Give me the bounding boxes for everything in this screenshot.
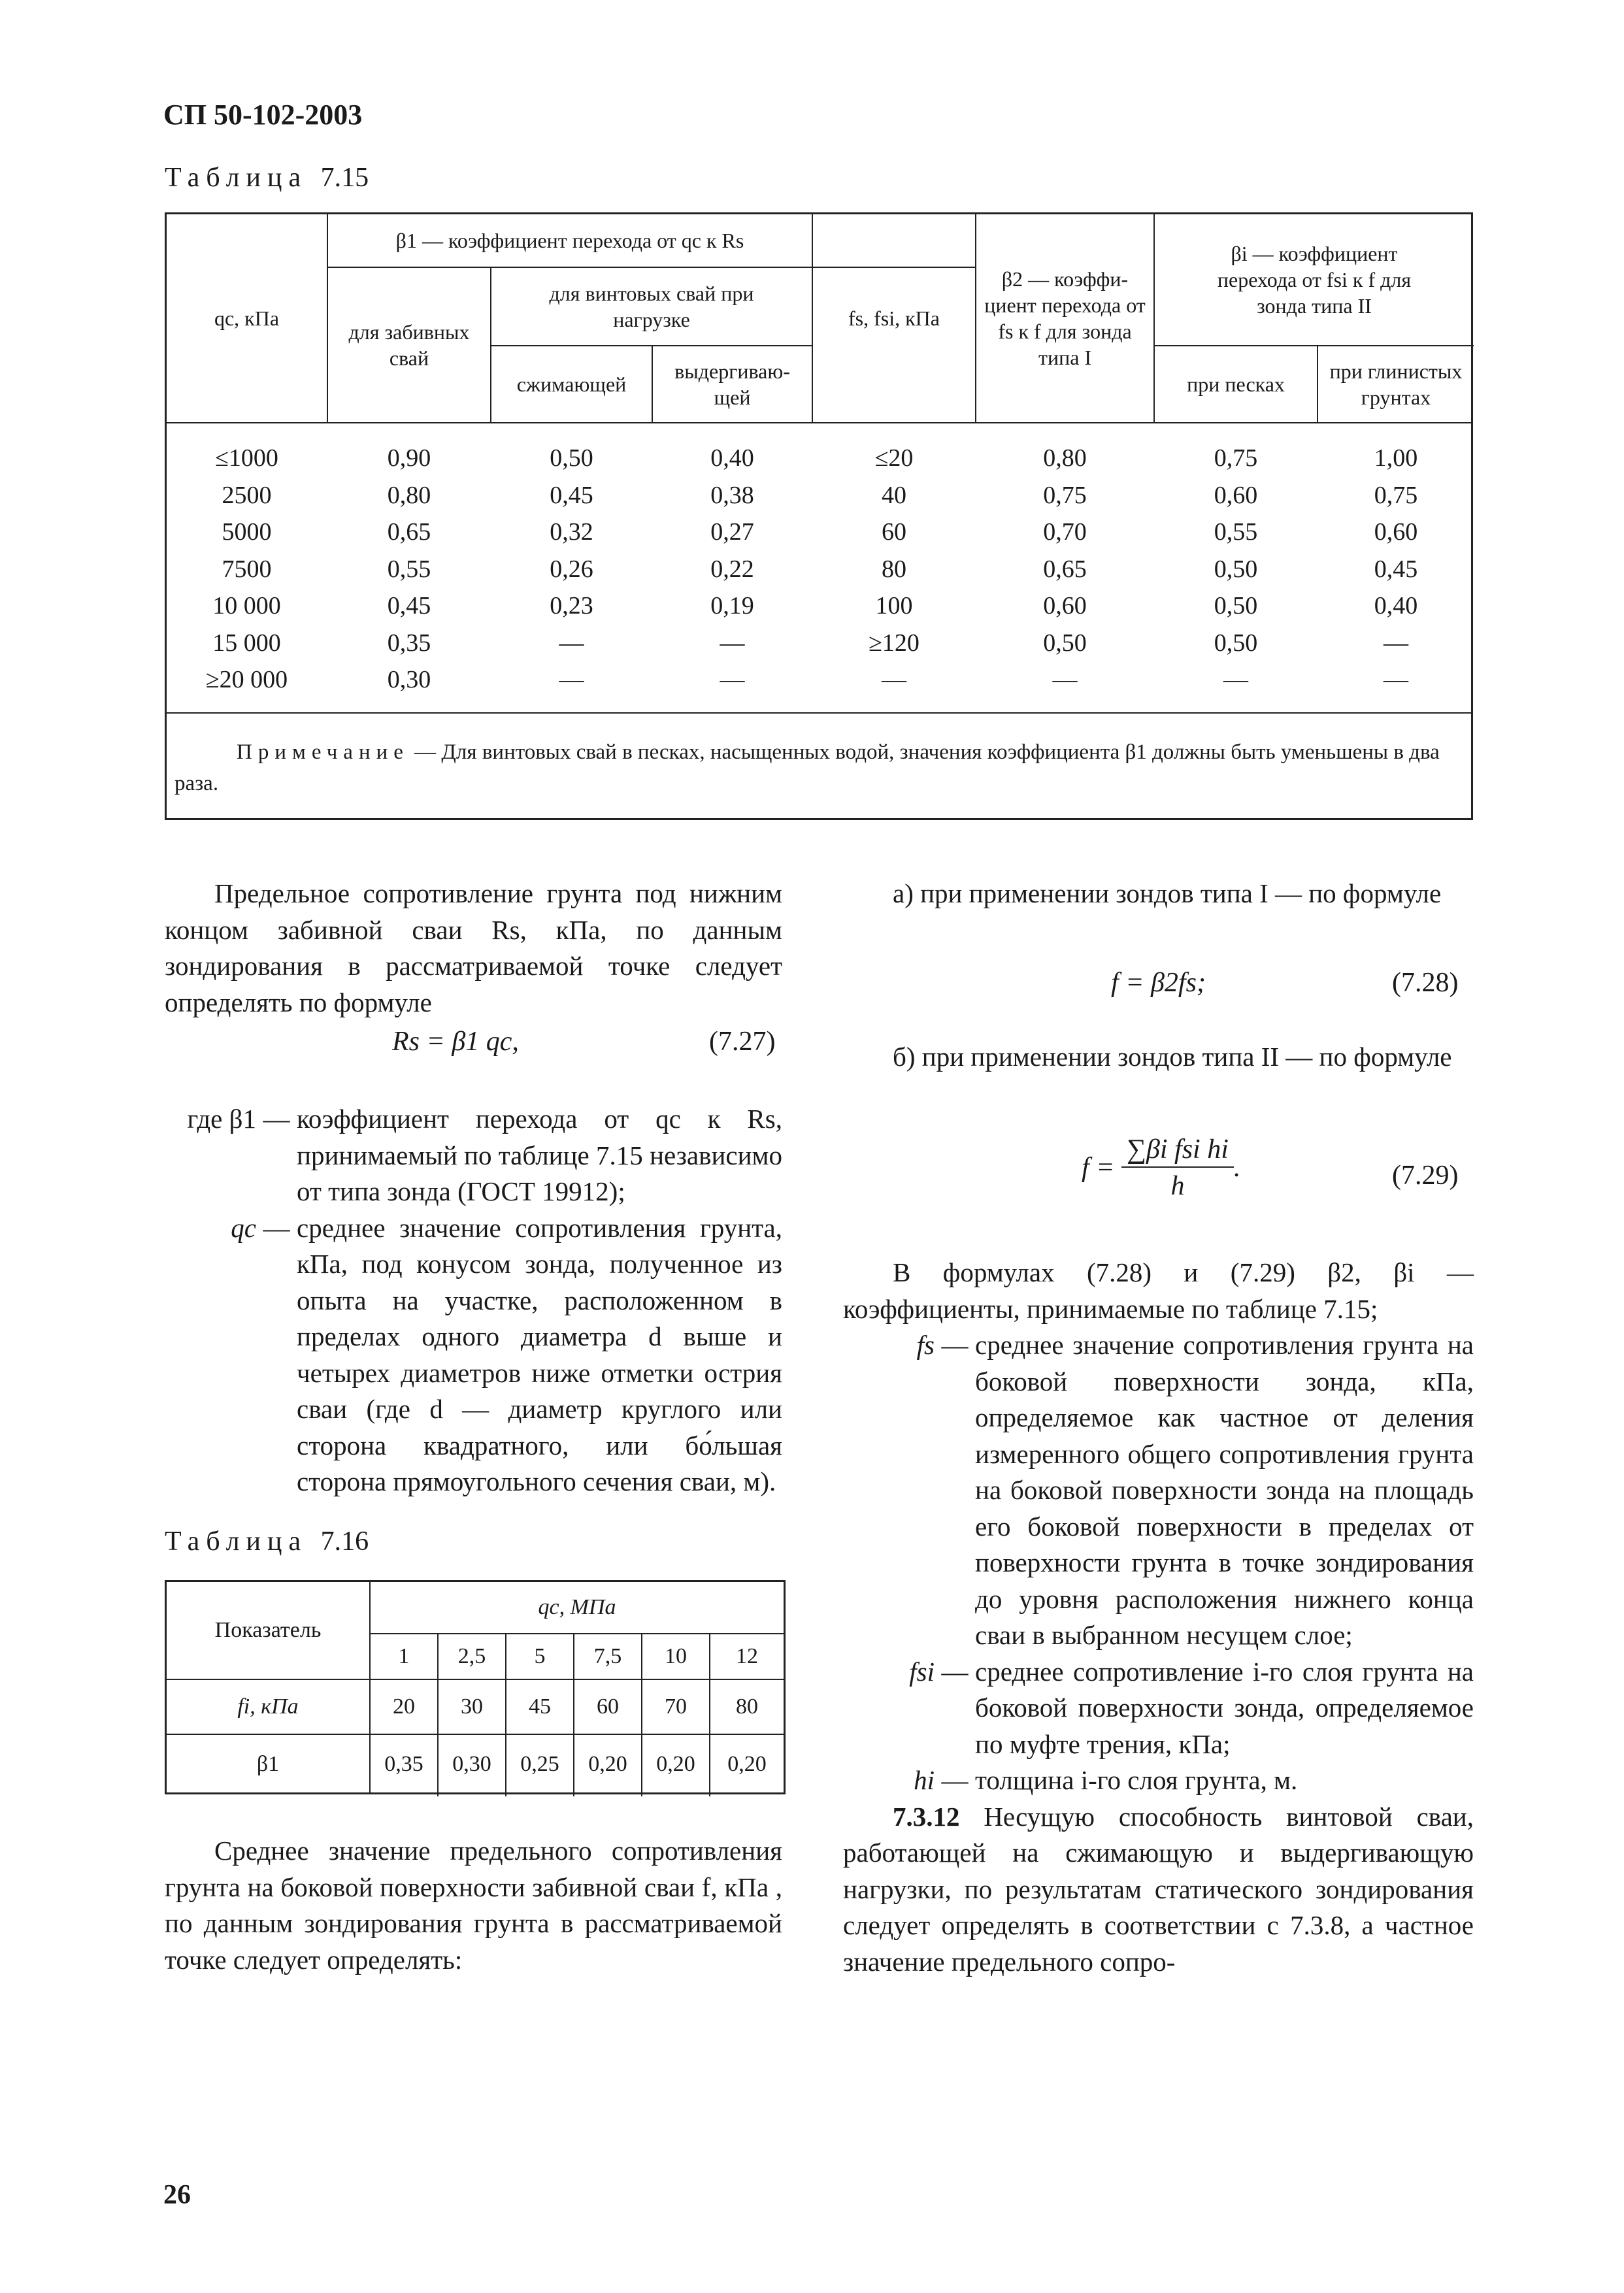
cell: 0,50	[1043, 629, 1087, 657]
qc-value: 1	[398, 1643, 410, 1668]
header-sands: при песках	[1187, 372, 1285, 396]
column-clays	[1318, 440, 1474, 699]
header-betai: βi — коэффициент перехода от fsi к f для зонда типа II	[1217, 242, 1412, 318]
header-qc: qc, кПа	[214, 306, 280, 330]
definition-term: fs	[916, 1330, 935, 1360]
cell: 0,75	[1043, 481, 1087, 509]
section-text: Несущую способность винтовой сваи, работающей на сжимающую и выдергивающую нагрузки, по результатам статического зондирования следует определять в соответствии с 7.3.8, а частное значение предельного сопро-	[843, 1801, 1474, 1977]
definitions-left	[165, 1101, 782, 1500]
cell: 0,75	[1374, 481, 1418, 509]
cell: 0,20	[588, 1751, 627, 1776]
cell: 0,27	[710, 518, 754, 546]
definition-row: где β1 — коэффициент перехода от qc к Rs, принимаемый по таблице 7.15 независимо от типа зонда (ГОСТ 19912);	[165, 1101, 782, 1210]
column-fs	[813, 440, 975, 699]
document-id: СП 50-102-2003	[163, 99, 363, 131]
definition-term: fsi	[909, 1656, 935, 1687]
cell: 0,80	[387, 481, 431, 509]
formula-7-27: Rs = β1 qc,	[392, 1027, 519, 1057]
cell: 0,90	[387, 444, 431, 472]
cell: 5000	[222, 518, 272, 546]
cell: 45	[529, 1694, 551, 1719]
cell: 40	[882, 481, 906, 509]
cell: ≥120	[869, 629, 920, 657]
cell: —	[1052, 666, 1078, 693]
table-caption	[165, 162, 369, 193]
cell: 0,26	[550, 555, 593, 583]
cell: 100	[875, 592, 913, 619]
header-indicator: Показатель	[214, 1617, 322, 1642]
definition-term: qc	[231, 1212, 256, 1243]
cell: 0,30	[452, 1751, 491, 1776]
cell: 0,60	[1374, 518, 1418, 546]
definition-row: fs — среднее значение сопротивления грунта на боковой поверхности зонда, кПа, определяемое как частное от деления измеренного общего сопротивления грунта на боковой поверхности зонда на площадь его боковой поверхности в пределах от поверхности грунта в точке зондирования до уровня расположения нижнего конца сваи в выбранном несущем слое;	[843, 1327, 1474, 1654]
cell: 0,32	[550, 518, 593, 546]
cell: —	[720, 629, 745, 657]
cell: 0,35	[387, 629, 431, 657]
cell: 0,55	[1214, 518, 1258, 546]
header-screw-piles: для винтовых свай при нагрузке	[549, 282, 754, 331]
qc-value: 10	[665, 1643, 687, 1668]
table-caption-word: Таблица	[165, 1526, 308, 1557]
cell: 10 000	[212, 592, 281, 619]
cell: ≤1000	[215, 444, 278, 472]
left-column	[165, 876, 782, 1021]
header-clays: при глинистых грунтах	[1329, 359, 1463, 409]
cell: 0,50	[1214, 555, 1258, 583]
column-pulling	[653, 440, 812, 699]
cell: 0,60	[1043, 592, 1087, 619]
cell: 0,23	[550, 592, 593, 619]
paragraph: В формулах (7.28) и (7.29) β2, βi — коэффициенты, принимаемые по таблице 7.15;	[843, 1257, 1474, 1324]
section-paragraph	[843, 1799, 1474, 1981]
cell: 0,38	[710, 481, 754, 509]
cell: 80	[882, 555, 906, 583]
definitions-right	[843, 1255, 1474, 1980]
cell: ≤20	[874, 444, 914, 472]
cell: 0,60	[1214, 481, 1258, 509]
column-qc	[167, 440, 327, 699]
qc-value: 5	[534, 1643, 546, 1668]
cell: —	[1384, 629, 1408, 657]
cell: —	[559, 666, 584, 693]
cell: 2500	[222, 481, 272, 509]
cell: 7500	[222, 555, 272, 583]
cell: —	[720, 666, 745, 693]
cell: 0,30	[387, 666, 431, 693]
cell: 0,20	[727, 1751, 767, 1776]
table-7-15	[165, 212, 1473, 820]
definition-text: коэффициент перехода от qc к Rs, принимаемый по таблице 7.15 независимо от типа зонда (ГОСТ 19912);	[297, 1104, 782, 1206]
cell: 0,55	[387, 555, 431, 583]
definition-term: где β1	[187, 1104, 256, 1134]
note-text: — Для винтовых свай в песках, насыщенных водой, значения коэффициента β1 должны быть уменьшены в два раза.	[174, 740, 1440, 795]
definition-text: среднее сопротивление i-го слоя грунта на боковой поверхности зонда, определяемое по муфте трения, кПа;	[975, 1656, 1474, 1759]
definition-row: qc — среднее значение сопротивления грунта, кПа, под конусом зонда, полученное из опыта на участке, расположенном в пределах одного диаметра d выше и четырех диаметров ниже отметки острия сваи (где d — диаметр круглого или сторона квадратного, или бо́льшая сторона прямоугольного сечения сваи, м).	[165, 1210, 782, 1500]
header-qc: qc, МПа	[538, 1594, 616, 1619]
table-caption-word: Таблица	[165, 163, 308, 193]
paragraph: а) при применении зондов типа I — по формуле	[893, 878, 1442, 908]
qc-value: 2,5	[457, 1643, 486, 1668]
left-column-end	[165, 1833, 782, 1978]
cell: 30	[461, 1694, 483, 1719]
cell: —	[1384, 666, 1408, 693]
cell: 0,40	[710, 444, 754, 472]
cell: 0,25	[520, 1751, 559, 1776]
cell: 0,50	[1214, 592, 1258, 619]
cell: 80	[736, 1694, 758, 1719]
cell: 60	[882, 518, 906, 546]
cell: 0,20	[656, 1751, 695, 1776]
cell: 0,50	[550, 444, 593, 472]
definition-text: среднее значение сопротивления грунта на боковой поверхности зонда, кПа, определяемое как частное от деления измеренного общего сопротивления грунта на боковой поверхности зонда на площадь его боковой поверхности в пределах от поверхности грунта в точке зондирования до уровня расположения нижнего конца сваи в выбранном несущем слое;	[975, 1330, 1474, 1650]
formula-number: (7.28)	[1392, 968, 1459, 998]
formula-numerator: ∑βi fsi hi	[1121, 1134, 1234, 1168]
cell: 0,19	[710, 592, 754, 619]
column-compressing	[491, 440, 652, 699]
header-pulling: выдергиваю-щей	[674, 359, 790, 409]
definition-row: hi — толщина i-го слоя грунта, м.	[843, 1762, 1474, 1799]
cell: 0,22	[710, 555, 754, 583]
cell: 0,35	[384, 1751, 423, 1776]
definition-text: среднее значение сопротивления грунта, кПа, под конусом зонда, полученное из опыта на участке, расположенном в пределах одного диаметра d выше и четырех диаметров ниже отметки острия сваи (где d — диаметр круглого или сторона квадратного, или бо́льшая сторона прямоугольного сечения сваи, м).	[297, 1212, 782, 1496]
row-label-beta1: β1	[256, 1751, 280, 1776]
paragraph: б) при применении зондов типа II — по формуле	[893, 1042, 1452, 1072]
formula-7-28: f = β2fs;	[1111, 968, 1206, 998]
cell: —	[1223, 666, 1248, 693]
cell: 15 000	[212, 629, 281, 657]
cell: 60	[597, 1694, 619, 1719]
definition-text: толщина i-го слоя грунта, м.	[975, 1765, 1298, 1795]
cell: 70	[665, 1694, 687, 1719]
right-column	[843, 1039, 1474, 1076]
section-number: 7.3.12	[893, 1801, 960, 1832]
qc-value: 7,5	[593, 1643, 622, 1668]
cell: 0,45	[550, 481, 593, 509]
table-caption	[165, 1526, 369, 1557]
formula-number: (7.27)	[709, 1027, 776, 1057]
header-beta2: β2 — коэффи-циент перехода от fs к f для зонда типа I	[984, 267, 1146, 369]
cell: 0,50	[1214, 629, 1258, 657]
header-fs: fs, fsi, кПа	[848, 306, 940, 330]
column-sands	[1155, 440, 1317, 699]
cell: 0,70	[1043, 518, 1087, 546]
header-beta1: β1 — коэффициент перехода от qc к Rs	[395, 229, 744, 252]
note-label: Примечание	[237, 740, 409, 764]
formula-denominator: h	[1170, 1171, 1185, 1201]
cell: 0,45	[1374, 555, 1418, 583]
formula-number: (7.29)	[1392, 1161, 1459, 1191]
page-number: 26	[163, 2180, 191, 2210]
header-compressing: сжимающей	[516, 372, 627, 396]
column-beta2	[976, 440, 1153, 699]
formula-7-29: f = $\frac{\text{∑βi fsi hi}}{h}$ .	[1082, 1134, 1241, 1201]
cell: 0,65	[1043, 555, 1087, 583]
paragraph: Предельное сопротивление грунта под нижним концом забивной сваи Rs, кПа, по данным зондирования в рассматриваемой точке следует определять по формуле	[165, 878, 782, 1017]
column-driven	[328, 440, 490, 699]
definition-term: hi	[914, 1765, 935, 1795]
cell: 20	[393, 1694, 415, 1719]
cell: —	[882, 666, 906, 693]
qc-value: 12	[736, 1643, 758, 1668]
right-column	[843, 876, 1474, 912]
cell: 0,80	[1043, 444, 1087, 472]
table-note	[174, 737, 1465, 800]
cell: ≥20 000	[205, 666, 288, 693]
row-label-fi: fi, кПа	[237, 1694, 299, 1719]
cell: —	[559, 629, 584, 657]
header-driven-piles: для забивных свай	[348, 320, 470, 370]
cell: 0,40	[1374, 592, 1418, 619]
table-caption-number: 7.15	[320, 163, 369, 193]
cell: 0,65	[387, 518, 431, 546]
definition-row: fsi — среднее сопротивление i-го слоя грунта на боковой поверхности зонда, определяемое по муфте трения, кПа;	[843, 1654, 1474, 1763]
table-7-16	[165, 1580, 786, 1794]
cell: 1,00	[1374, 444, 1418, 472]
paragraph: Среднее значение предельного сопротивления грунта на боковой поверхности забивной сваи f, кПа , по данным зондирования грунта в рассматриваемой точке следует определять:	[165, 1836, 782, 1975]
table-caption-number: 7.16	[320, 1526, 369, 1557]
cell: 0,75	[1214, 444, 1258, 472]
cell: 0,45	[387, 592, 431, 619]
